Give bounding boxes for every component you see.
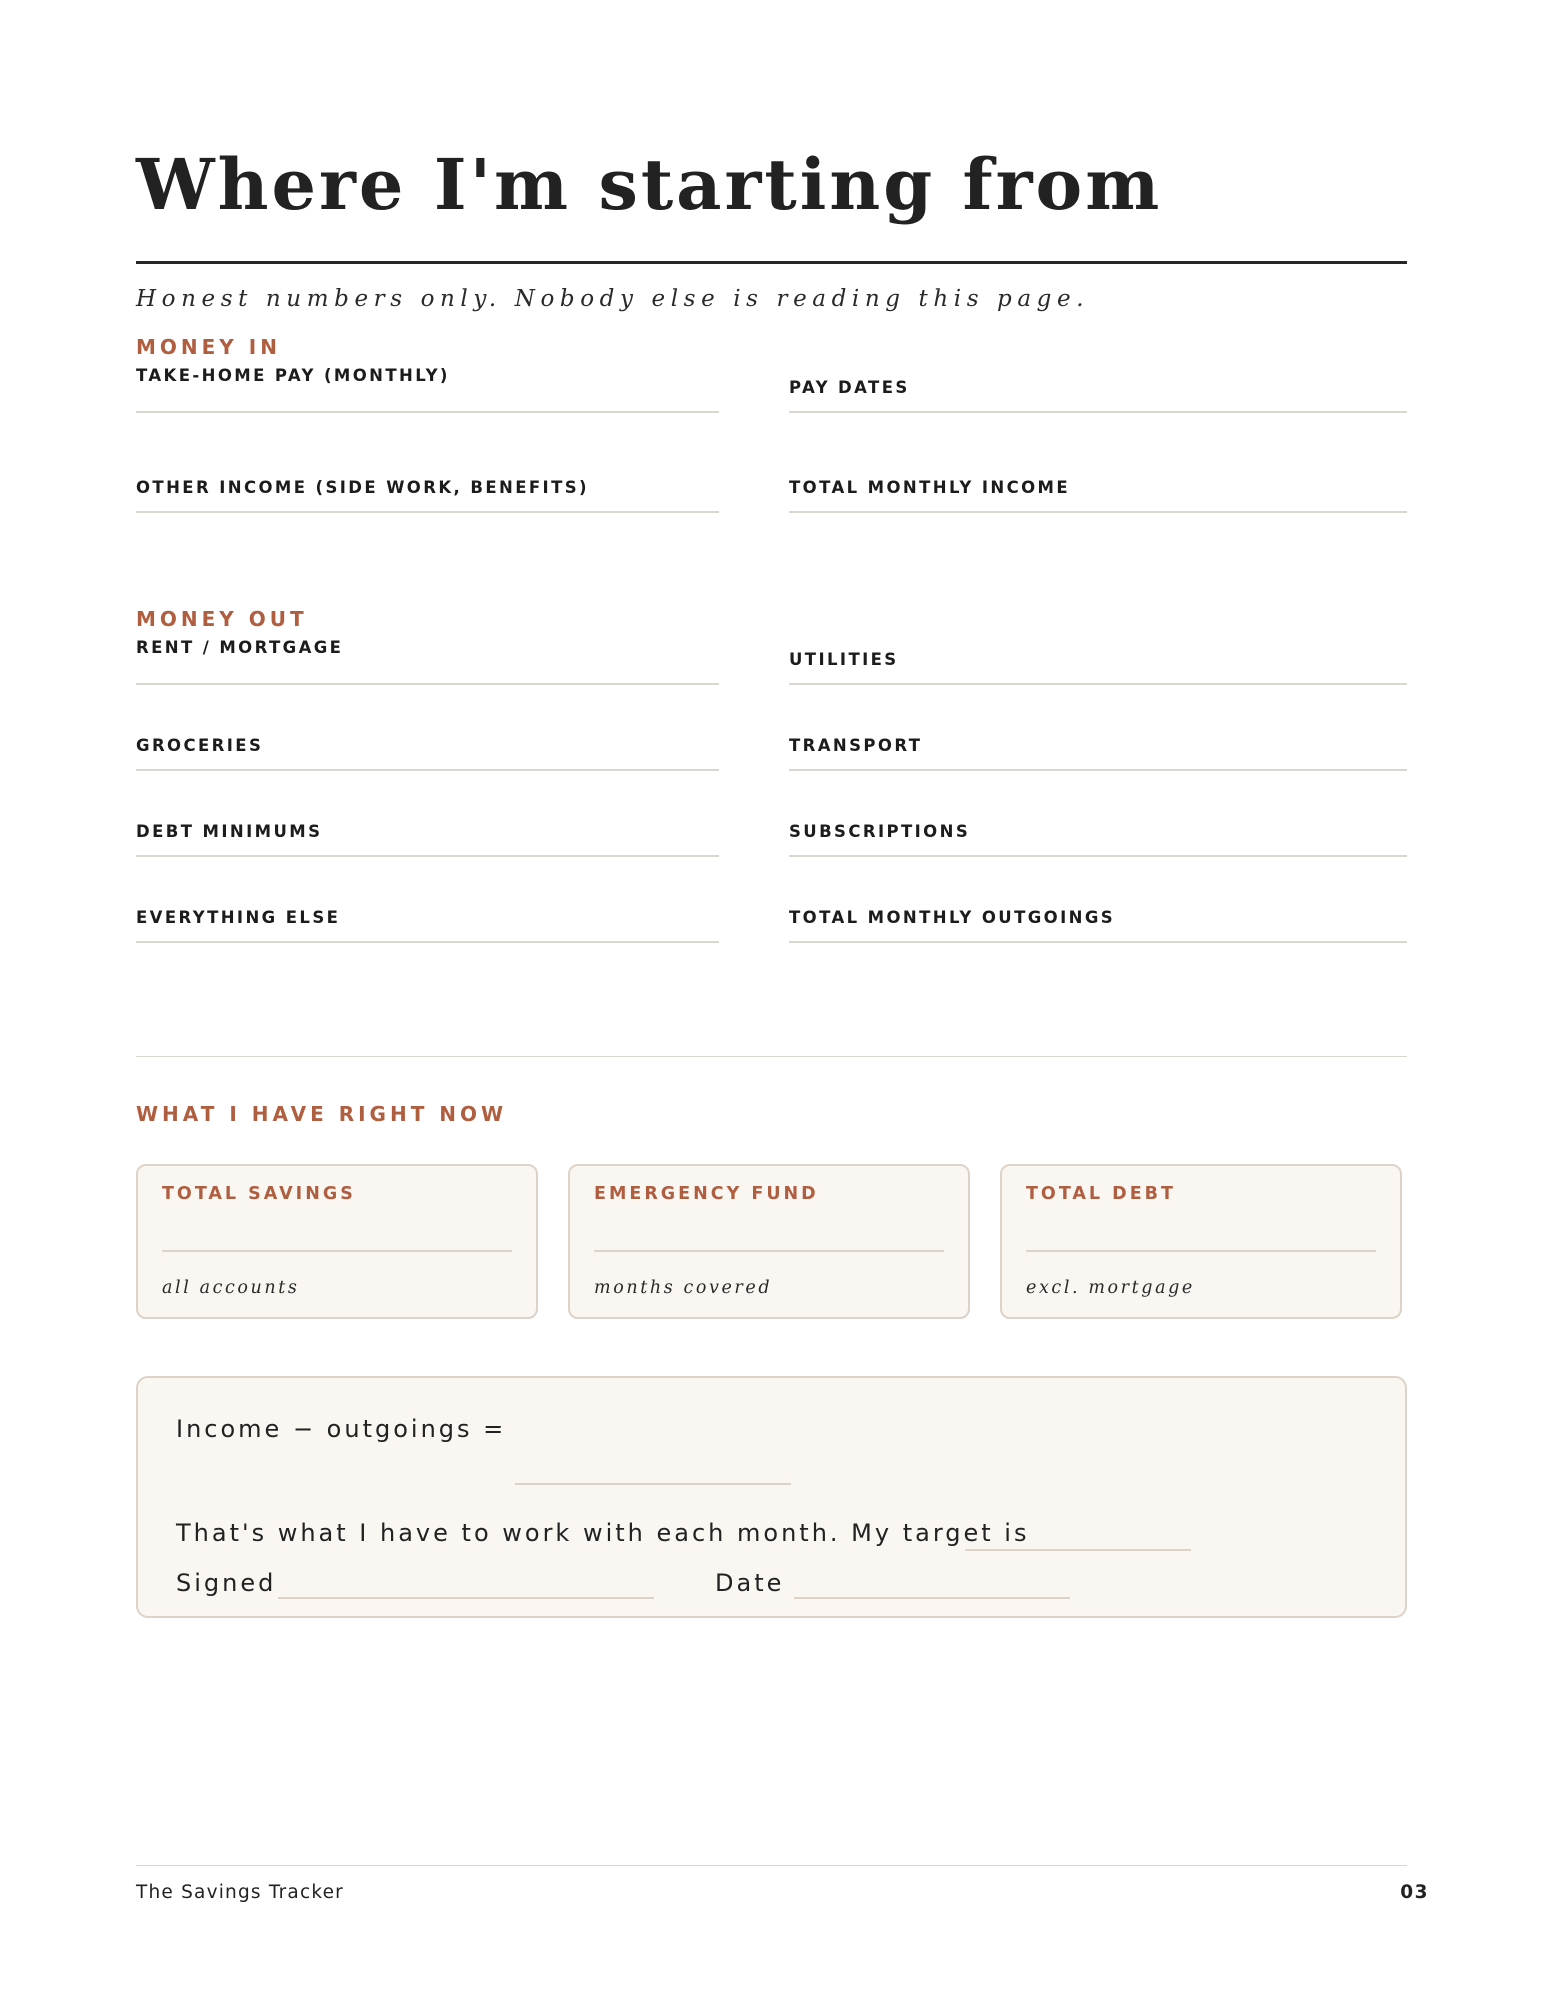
utilities-line[interactable]	[789, 683, 1407, 685]
everything-else-label: EVERYTHING ELSE	[136, 908, 341, 927]
pay-dates-label: PAY DATES	[789, 378, 910, 397]
total-monthly-outgoings-field[interactable]	[789, 890, 1407, 945]
subscriptions-field[interactable]	[789, 804, 1407, 859]
debt-minimums-line[interactable]	[136, 855, 719, 857]
money-out-heading: MONEY OUT	[136, 607, 308, 631]
debt-minimums-label: DEBT MINIMUMS	[136, 822, 323, 841]
other-income-field[interactable]	[136, 460, 719, 515]
net-amount-line[interactable]	[515, 1483, 791, 1485]
page-subtitle: Honest numbers only. Nobody else is reading this page.	[136, 286, 1090, 312]
card-title: TOTAL DEBT	[1026, 1184, 1176, 1204]
rent-mortgage-label: RENT / MORTGAGE	[136, 638, 344, 657]
transport-field[interactable]	[789, 718, 1407, 773]
page-title: Where I'm starting from	[136, 143, 1163, 226]
everything-else-line[interactable]	[136, 941, 719, 943]
signature-line[interactable]	[278, 1597, 654, 1599]
footer-brand: The Savings Tracker	[136, 1882, 344, 1903]
card-title: TOTAL SAVINGS	[162, 1184, 356, 1204]
total-monthly-outgoings-label: TOTAL MONTHLY OUTGOINGS	[789, 908, 1116, 927]
other-income-line[interactable]	[136, 511, 719, 513]
target-amount-line[interactable]	[965, 1549, 1191, 1551]
groceries-line[interactable]	[136, 769, 719, 771]
date-label: Date	[715, 1569, 785, 1597]
footer-rule	[136, 1865, 1407, 1866]
total-monthly-outgoings-line[interactable]	[789, 941, 1407, 943]
debt-minimums-field[interactable]	[136, 804, 719, 859]
utilities-field[interactable]	[789, 632, 1407, 687]
target-sentence: That's what I have to work with each month. My target is	[176, 1519, 1030, 1547]
page-number: 03	[1400, 1882, 1429, 1903]
card-note: excl. mortgage	[1026, 1278, 1195, 1298]
title-rule	[136, 261, 1407, 264]
utilities-label: UTILITIES	[789, 650, 899, 669]
total-monthly-income-label: TOTAL MONTHLY INCOME	[789, 478, 1071, 497]
card-entry-line[interactable]	[594, 1250, 944, 1252]
card-note: all accounts	[162, 1278, 300, 1298]
take-home-pay-field[interactable]	[136, 360, 719, 415]
card-note: months covered	[594, 1278, 773, 1298]
rent-mortgage-field[interactable]	[136, 632, 719, 687]
pay-dates-line[interactable]	[789, 411, 1407, 413]
total-monthly-income-line[interactable]	[789, 511, 1407, 513]
total-debt-card[interactable]	[1000, 1164, 1402, 1319]
take-home-pay-label: TAKE-HOME PAY (MONTHLY)	[136, 366, 450, 385]
take-home-pay-line[interactable]	[136, 411, 719, 413]
groceries-label: GROCERIES	[136, 736, 264, 755]
transport-line[interactable]	[789, 769, 1407, 771]
pay-dates-field[interactable]	[789, 360, 1407, 415]
emergency-fund-card[interactable]	[568, 1164, 970, 1319]
transport-label: TRANSPORT	[789, 736, 923, 755]
summary-box	[136, 1376, 1407, 1618]
total-monthly-income-field[interactable]	[789, 460, 1407, 515]
subscriptions-line[interactable]	[789, 855, 1407, 857]
subscriptions-label: SUBSCRIPTIONS	[789, 822, 971, 841]
section-divider	[136, 1056, 1407, 1057]
right-now-heading: WHAT I HAVE RIGHT NOW	[136, 1102, 508, 1126]
card-entry-line[interactable]	[162, 1250, 512, 1252]
everything-else-field[interactable]	[136, 890, 719, 945]
money-in-heading: MONEY IN	[136, 335, 281, 359]
equation-text: Income − outgoings =	[176, 1415, 507, 1443]
card-entry-line[interactable]	[1026, 1250, 1376, 1252]
rent-mortgage-line[interactable]	[136, 683, 719, 685]
card-title: EMERGENCY FUND	[594, 1184, 819, 1204]
other-income-label: OTHER INCOME (SIDE WORK, BENEFITS)	[136, 478, 589, 497]
groceries-field[interactable]	[136, 718, 719, 773]
signed-label: Signed	[176, 1569, 277, 1597]
total-savings-card[interactable]	[136, 1164, 538, 1319]
date-line[interactable]	[794, 1597, 1070, 1599]
